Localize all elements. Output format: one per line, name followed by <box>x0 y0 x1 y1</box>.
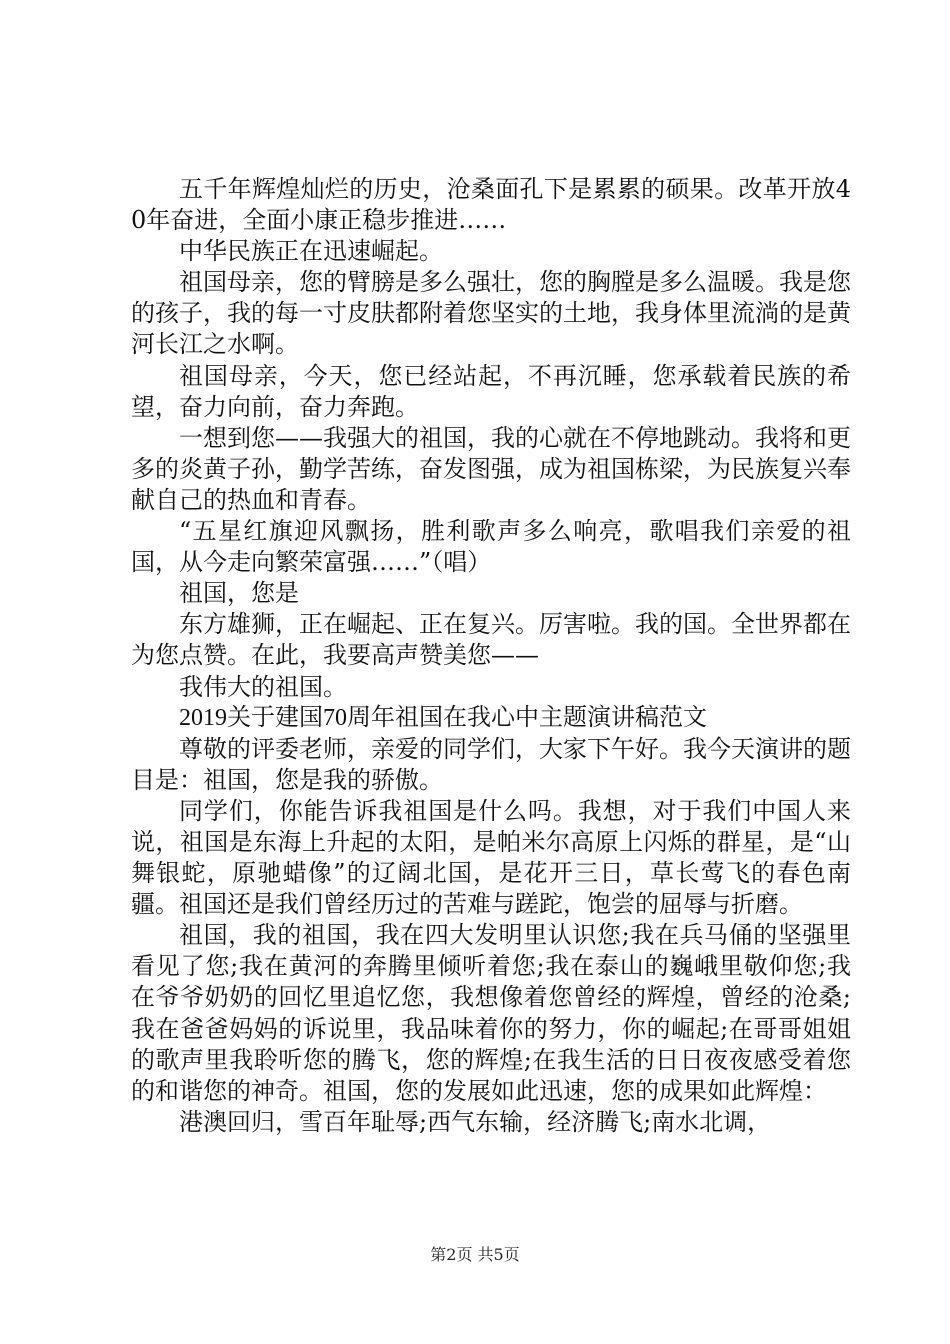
paragraph: 一想到您——我强大的祖国，我的心就在不停地跳动。我将和更多的炎黄子孙，勤学苦练，奋发图强，成为祖国栋梁，为民族复兴奉献自己的热血和青春。 <box>131 423 851 514</box>
paragraph: 祖国，我的祖国，我在四大发明里认识您;我在兵马俑的坚强里看见了您;我在黄河的奔腾里倾听着您;我在泰山的巍峨里敬仰您;我在爷爷奶奶的回忆里追忆您，我想像着您曾经的辉煌，曾经的沧桑;我在爸爸妈妈的诉说里，我品味着你的努力，你的崛起;在哥哥姐姐的歌声里我聆听您的腾飞，您的辉煌;在我生活的日日夜夜感受着您的和谐您的神奇。祖国，您的发展如此迅速，您的成果如此辉煌： <box>131 921 851 1105</box>
paragraph: 五千年辉煌灿烂的历史，沧桑面孔下是累累的硕果。改革开放40年奋进，全面小康正稳步推进…… <box>131 175 851 235</box>
paragraph: 港澳回归，雪百年耻辱;西气东输，经济腾飞;南水北调， <box>179 1107 772 1136</box>
paragraph: 中华民族正在迅速崛起。 <box>179 237 443 266</box>
paragraph: 我伟大的祖国。 <box>179 672 347 701</box>
paragraph: 祖国，您是 <box>179 579 299 608</box>
paragraph: 尊敬的评委老师，亲爱的同学们，大家下午好。我今天演讲的题目是：祖国，您是我的骄傲。 <box>131 734 851 794</box>
page-footer: 第2页 共5页 <box>430 1245 520 1264</box>
paragraph: 祖国母亲，您的臂膀是多么强壮，您的胸膛是多么温暖。我是您的孩子，我的每一寸皮肤都附着您坚实的土地，我身体里流淌的是黄河长江之水啊。 <box>131 268 851 359</box>
section-heading: 2019关于建国70周年祖国在我心中主题演讲稿范文 <box>179 704 707 731</box>
paragraph: 祖国母亲，今天，您已经站起，不再沉睡，您承载着民族的希望，奋力向前，奋力奔跑。 <box>131 361 851 421</box>
paragraph: 东方雄狮，正在崛起、正在复兴。厉害啦。我的国。全世界都在为您点赞。在此，我要高声赞美您—— <box>131 610 851 670</box>
paragraph: 同学们，你能告诉我祖国是什么吗。我想，对于我们中国人来说，祖国是东海上升起的太阳，是帕米尔高原上闪烁的群星，是“山舞银蛇，原驰蜡像”的辽阔北国，是花开三日，草长莺飞的春色南疆。祖国还是我们曾经历过的苦难与蹉跎，饱尝的屈辱与折磨。 <box>131 796 851 919</box>
paragraph: “五星红旗迎风飘扬，胜利歌声多么响亮，歌唱我们亲爱的祖国，从今走向繁荣富强……”（唱） <box>131 517 851 577</box>
document-body <box>131 174 851 1138</box>
